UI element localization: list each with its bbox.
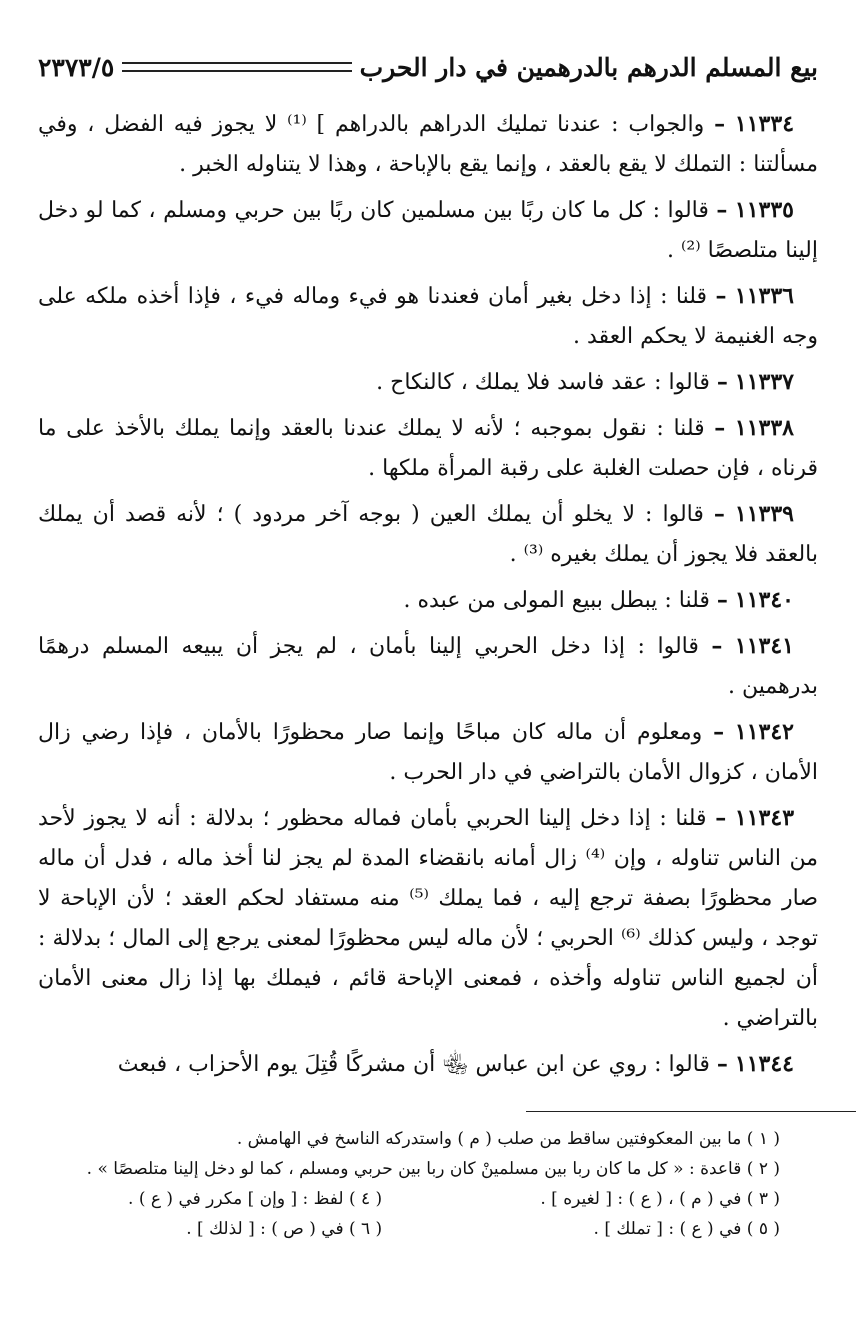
header-title: بيع المسلم الدرهم بالدرهمين في دار الحرب bbox=[359, 52, 818, 82]
paragraph-text: قلنا : إذا دخل بغير أمان فعندنا هو فيء وماله فيء ، فإذا أخذه ملكه على وجه الغنيمة لا يحكم العقد . bbox=[38, 284, 818, 349]
footnote-1: ( ١ ) ما بين المعكوفتين ساقط من صلب ( م ) واستدركه الناسخ في الهامش . bbox=[236, 1129, 780, 1149]
paragraph: ١١٣٤٠ – قلنا : يبطل ببيع المولى من عبده . bbox=[403, 587, 794, 613]
paragraph: ١١٣٤١ – قالوا : إذا دخل الحربي إلينا بأمان ، لم يجز أن يبيعه المسلم درهمًا بدرهمين . bbox=[38, 633, 818, 699]
footnote-2: ( ٢ ) قاعدة : « كل ما كان ربا بين مسلمينْ كان ربا بين حربي ومسلم ، كما لو دخل إلينا متلصصًا » . bbox=[86, 1159, 780, 1179]
body-text bbox=[38, 104, 818, 1085]
paragraph-text: والجواب : عندنا تمليك الدراهم بالدراهم ] ⁽¹⁾ لا يجوز فيه الفضل ، وفي مسألتنا : التملك لا يقع بالعقد ، وإنما يقع بالإباحة ، وهذا لا يتناوله الخبر . bbox=[38, 112, 818, 177]
paragraph-number: ١١٣٤١ bbox=[734, 633, 794, 659]
paragraph-number: ١١٣٣٧ bbox=[734, 369, 794, 395]
paragraph-number: ١١٣٤٤ bbox=[734, 1051, 794, 1077]
paragraph: ١١٣٤٢ – ومعلوم أن ماله كان مباحًا وإنما صار محظورًا بالأمان ، فإذا رضي زال الأمان ، كزوال الأمان بالتراضي في دار الحرب . bbox=[38, 719, 818, 785]
footnote-5: ( ٥ ) في ( ع ) : [ تملك ] . bbox=[593, 1219, 780, 1239]
paragraph-number: ١١٣٣٥ bbox=[734, 197, 794, 223]
page-number: ٢٣٧٣/٥ bbox=[38, 52, 115, 82]
footnote-6: ( ٦ ) في ( ص ) : [ لذلك ] . bbox=[186, 1219, 383, 1239]
paragraph-text: ومعلوم أن ماله كان مباحًا وإنما صار محظورًا بالأمان ، فإذا رضي زال الأمان ، كزوال الأمان بالتراضي في دار الحرب . bbox=[38, 720, 818, 785]
paragraph-text: قلنا : إذا دخل إلينا الحربي بأمان فماله محظور ؛ بدلالة : أنه لا يجوز لأحد من الناس تناوله ، وإن ⁽⁴⁾ زال أمانه بانقضاء المدة لم يجز لنا أخذ ماله ، فدل أن ماله صار محظورًا بصفة ترجع إليه ، فما يملك ⁽⁵⁾ منه مستفاد لحكم العقد ؛ لأن الإباحة لا توجد ، وليس كذلك ⁽⁶⁾ الحربي ؛ لأن ماله ليس محظورًا لمعنى يرجع إلى المال ؛ بدلالة : أن لجميع الناس تناوله وأخذه ، فمعنى الإباحة قائم ، فيملك بها إذا زال معنى الأمان بالتراضي . bbox=[38, 806, 819, 1031]
paragraph-text: قلنا : نقول بموجبه ؛ لأنه لا يملك عندنا بالعقد وإنما يملك بالأخذ على ما قرناه ، فإن حصلت الغلبة على رقبة المرأة ملكها . bbox=[38, 416, 818, 481]
paragraph-text: قالوا : إذا دخل الحربي إلينا بأمان ، لم يجز أن يبيعه المسلم درهمًا بدرهمين . bbox=[38, 634, 818, 699]
paragraph-text: قالوا : عقد فاسد فلا يملك ، كالنكاح . bbox=[376, 370, 710, 395]
paragraph: ١١٣٤٤ – قالوا : روي عن ابن عباس ﵄ أن مشركًا قُتِلَ يوم الأحزاب ، فبعث bbox=[117, 1051, 794, 1077]
paragraph-number: ١١٣٤٣ bbox=[734, 805, 795, 831]
paragraph: ١١٣٣٧ – قالوا : عقد فاسد فلا يملك ، كالنكاح . bbox=[376, 369, 794, 395]
footnote-3: ( ٣ ) في ( م ) ، ( ع ) : [ لغيره ] . bbox=[540, 1189, 780, 1209]
paragraph-number: ١١٣٣٨ bbox=[734, 415, 794, 441]
footnote-row bbox=[0, 1214, 780, 1244]
paragraph: ١١٣٣٤ – والجواب : عندنا تمليك الدراهم بالدراهم ] ⁽¹⁾ لا يجوز فيه الفضل ، وفي مسألتنا : التملك لا يقع بالعقد ، وإنما يقع بالإباحة ، وهذا لا يتناوله الخبر . bbox=[38, 111, 818, 177]
paragraph-number: ١١٣٤٢ bbox=[734, 719, 794, 745]
paragraph: ١١٣٤٣ – قلنا : إذا دخل إلينا الحربي بأمان فماله محظور ؛ بدلالة : أنه لا يجوز لأحد من الناس تناوله ، وإن ⁽⁴⁾ زال أمانه بانقضاء المدة لم يجز لنا أخذ ماله ، فدل أن ماله صار محظورًا بصفة ترجع إليه ، فما يملك ⁽⁵⁾ منه مستفاد لحكم العقد ؛ لأن الإباحة لا توجد ، وليس كذلك ⁽⁶⁾ الحربي ؛ لأن ماله ليس محظورًا لمعنى يرجع إلى المال ؛ بدلالة : أن لجميع الناس تناوله وأخذه ، فمعنى الإباحة قائم ، فيملك بها إذا زال معنى الأمان بالتراضي . bbox=[38, 805, 819, 1031]
footnote-row bbox=[0, 1184, 780, 1214]
footnotes bbox=[0, 1124, 780, 1244]
paragraph-text: قلنا : يبطل ببيع المولى من عبده . bbox=[403, 588, 710, 613]
header-rule bbox=[122, 62, 351, 72]
paragraph-number: ١١٣٣٩ bbox=[734, 501, 794, 527]
running-header bbox=[38, 46, 818, 88]
paragraph-number: ١١٣٣٤ bbox=[734, 111, 795, 137]
paragraph-text: قالوا : كل ما كان ربًا بين مسلمين كان ربًا بين حربي ومسلم ، كما لو دخل إلينا متلصصًا ⁽²⁾ . bbox=[38, 198, 818, 263]
paragraph: ١١٣٣٥ – قالوا : كل ما كان ربًا بين مسلمين كان ربًا بين حربي ومسلم ، كما لو دخل إلينا متلصصًا ⁽²⁾ . bbox=[38, 197, 818, 263]
paragraph: ١١٣٣٩ – قالوا : لا يخلو أن يملك العين ( بوجه آخر مردود ) ؛ لأنه قصد أن يملك بالعقد فلا يجوز أن يملك بغيره ⁽³⁾ . bbox=[38, 501, 818, 567]
footnote-4: ( ٤ ) لفظ : [ وإن ] مكرر في ( ع ) . bbox=[128, 1189, 383, 1209]
paragraph-text: قالوا : لا يخلو أن يملك العين ( بوجه آخر مردود ) ؛ لأنه قصد أن يملك بالعقد فلا يجوز أن يملك بغيره ⁽³⁾ . bbox=[38, 502, 818, 567]
paragraph-number: ١١٣٣٦ bbox=[734, 283, 794, 309]
paragraph: ١١٣٣٦ – قلنا : إذا دخل بغير أمان فعندنا هو فيء وماله فيء ، فإذا أخذه ملكه على وجه الغنيمة لا يحكم العقد . bbox=[38, 283, 818, 349]
paragraph: ١١٣٣٨ – قلنا : نقول بموجبه ؛ لأنه لا يملك عندنا بالعقد وإنما يملك بالأخذ على ما قرناه ، فإن حصلت الغلبة على رقبة المرأة ملكها . bbox=[38, 415, 818, 481]
paragraph-number: ١١٣٤٠ bbox=[734, 587, 794, 613]
page bbox=[38, 46, 818, 1090]
footnote-separator bbox=[526, 1111, 856, 1112]
paragraph-text: قالوا : روي عن ابن عباس ﵄ أن مشركًا قُتِلَ يوم الأحزاب ، فبعث bbox=[117, 1052, 710, 1077]
